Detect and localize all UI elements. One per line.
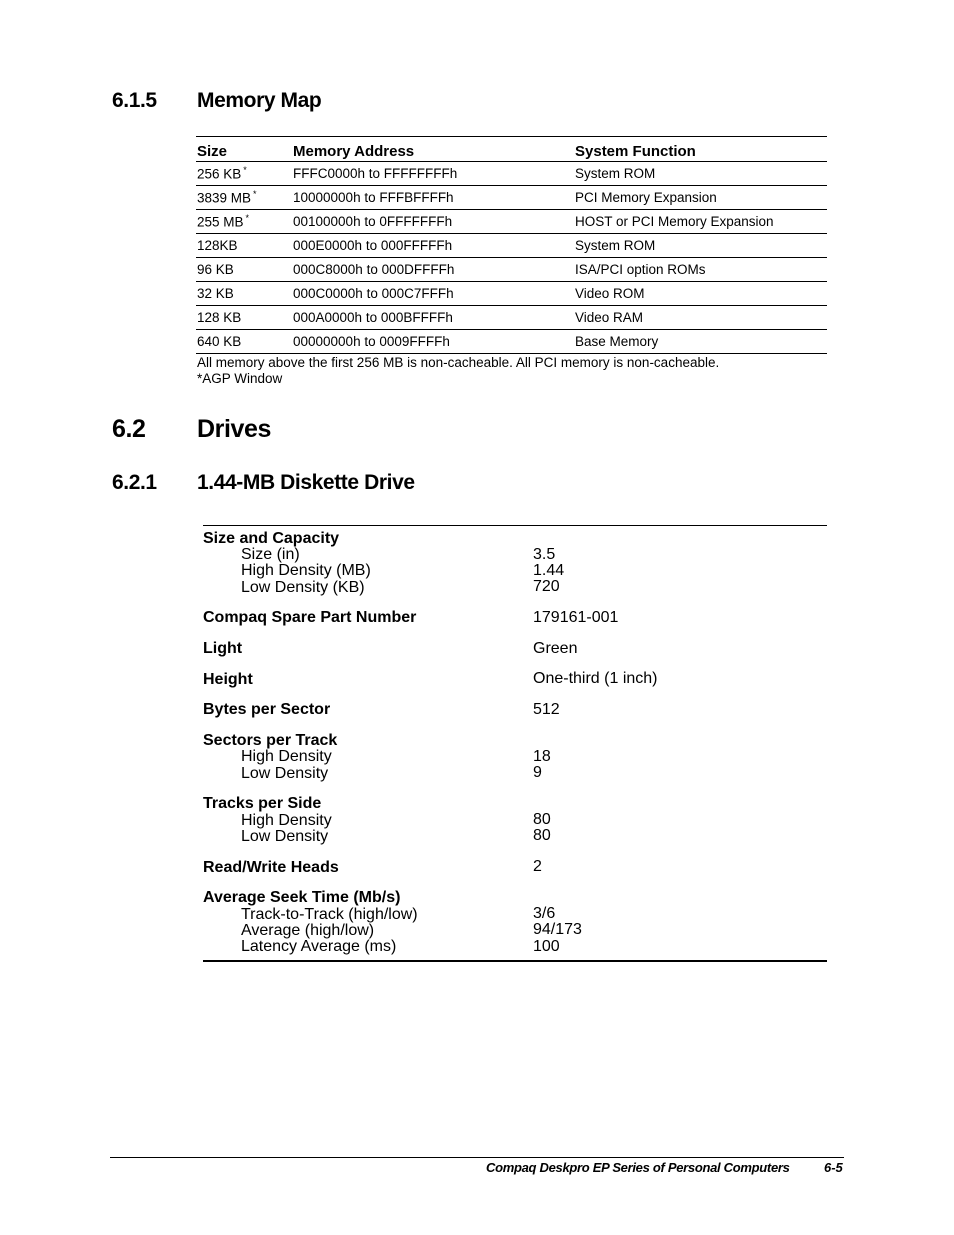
function-cell: Video ROM [574, 282, 827, 306]
spec-value: 94/173 [533, 921, 582, 938]
address-cell: 000A0000h to 000BFFFFh [292, 306, 574, 330]
function-cell: Video RAM [574, 306, 827, 330]
diskette-spec-table [203, 525, 827, 962]
table-row [196, 210, 827, 234]
spec-sublabel: Low Density (KB) [241, 579, 365, 596]
address-cell: 000C0000h to 000C7FFFh [292, 282, 574, 306]
spec-sublabel: Size (in) [241, 546, 300, 563]
table-row [196, 330, 827, 354]
function-cell: System ROM [574, 162, 827, 186]
size-cell [196, 162, 292, 186]
spec-value: 3.5 [533, 546, 556, 563]
address-cell: FFFC0000h to FFFFFFFFh [292, 162, 574, 186]
section-number: 6.2 [112, 415, 146, 443]
agp-marker: * [243, 165, 247, 176]
agp-footnote: *AGP Window [197, 371, 283, 386]
size-cell: 640 KB [196, 330, 292, 354]
spec-label-size-capacity: Size and Capacity [203, 530, 340, 547]
function-cell: ISA/PCI option ROMs [574, 258, 827, 282]
table-row [196, 186, 827, 210]
section-number: 6.2.1 [112, 471, 157, 494]
spec-label-seek-time: Average Seek Time (Mb/s) [203, 889, 401, 906]
size-cell: 96 KB [196, 258, 292, 282]
spec-label-tracks-per-side: Tracks per Side [203, 795, 322, 812]
footer-title: Compaq Deskpro EP Series of Personal Computers [486, 1160, 790, 1175]
spec-sublabel: Track-to-Track (high/low) [241, 906, 418, 923]
table-row [196, 282, 827, 306]
spec-label-height: Height [203, 671, 253, 688]
size-value: 3839 MB [197, 190, 252, 206]
spec-value: 1.44 [533, 562, 565, 579]
function-cell: HOST or PCI Memory Expansion [574, 210, 827, 234]
spec-sublabel: Low Density [241, 765, 329, 782]
section-title: Drives [197, 415, 272, 443]
address-cell: 000E0000h to 000FFFFFh [292, 234, 574, 258]
page-number: 6-5 [824, 1160, 843, 1175]
spec-label-sectors-per-track: Sectors per Track [203, 732, 338, 749]
address-cell: 000C8000h to 000DFFFFh [292, 258, 574, 282]
size-value: 255 MB [197, 214, 244, 230]
spec-value: 18 [533, 748, 551, 765]
spec-sublabel: High Density [241, 748, 332, 765]
size-cell: 128 KB [196, 306, 292, 330]
table-row [196, 162, 827, 186]
spec-value: 80 [533, 811, 551, 828]
address-cell: 00000000h to 0009FFFFh [292, 330, 574, 354]
section-number: 6.1.5 [112, 89, 157, 112]
spec-value: 512 [533, 701, 560, 718]
column-header-function: System Function [574, 137, 827, 162]
spec-label-read-write-heads: Read/Write Heads [203, 859, 339, 876]
address-cell: 00100000h to 0FFFFFFFh [292, 210, 574, 234]
spec-value: 2 [533, 858, 542, 875]
spec-value: Green [533, 640, 578, 657]
spec-sublabel: High Density [241, 812, 332, 829]
spec-label-light: Light [203, 640, 243, 657]
spec-value: One-third (1 inch) [533, 670, 658, 687]
spec-label-spare-part: Compaq Spare Part Number [203, 609, 417, 626]
size-cell: 32 KB [196, 282, 292, 306]
size-cell: 128KB [196, 234, 292, 258]
spec-sublabel: Low Density [241, 828, 329, 845]
spec-value: 3/6 [533, 905, 556, 922]
section-heading-drives [112, 415, 512, 449]
section-heading-diskette-drive [112, 471, 512, 501]
agp-marker: * [245, 213, 250, 224]
function-cell: Base Memory [574, 330, 827, 354]
size-cell [196, 210, 292, 234]
spec-sublabel: Average (high/low) [241, 922, 375, 939]
table-row [196, 306, 827, 330]
section-heading-memory-map [112, 89, 512, 119]
table-row [196, 258, 827, 282]
function-cell: System ROM [574, 234, 827, 258]
table-row [196, 234, 827, 258]
spec-label-bytes-per-sector: Bytes per Sector [203, 701, 331, 718]
spec-sublabel: Latency Average (ms) [241, 938, 397, 955]
size-value: 256 KB [197, 166, 242, 182]
function-cell: PCI Memory Expansion [574, 186, 827, 210]
table-footnote: All memory above the first 256 MB is non-cacheable. All PCI memory is non-cacheable. [197, 355, 720, 370]
section-title: Memory Map [197, 89, 322, 112]
section-title: 1.44-MB Diskette Drive [197, 471, 415, 494]
spec-value: 9 [533, 764, 542, 781]
memory-map-table [196, 136, 827, 354]
spec-sublabel: High Density (MB) [241, 562, 371, 579]
spec-value: 80 [533, 827, 551, 844]
column-header-size: Size [196, 137, 292, 162]
spec-value: 179161-001 [533, 609, 619, 626]
spec-value: 100 [533, 938, 560, 955]
size-cell [196, 186, 292, 210]
spec-value: 720 [533, 578, 560, 595]
table-header-row [196, 137, 827, 162]
footer-divider [110, 1157, 844, 1158]
agp-marker: * [253, 189, 257, 200]
address-cell: 10000000h to FFFBFFFFh [292, 186, 574, 210]
column-header-address: Memory Address [292, 137, 574, 162]
